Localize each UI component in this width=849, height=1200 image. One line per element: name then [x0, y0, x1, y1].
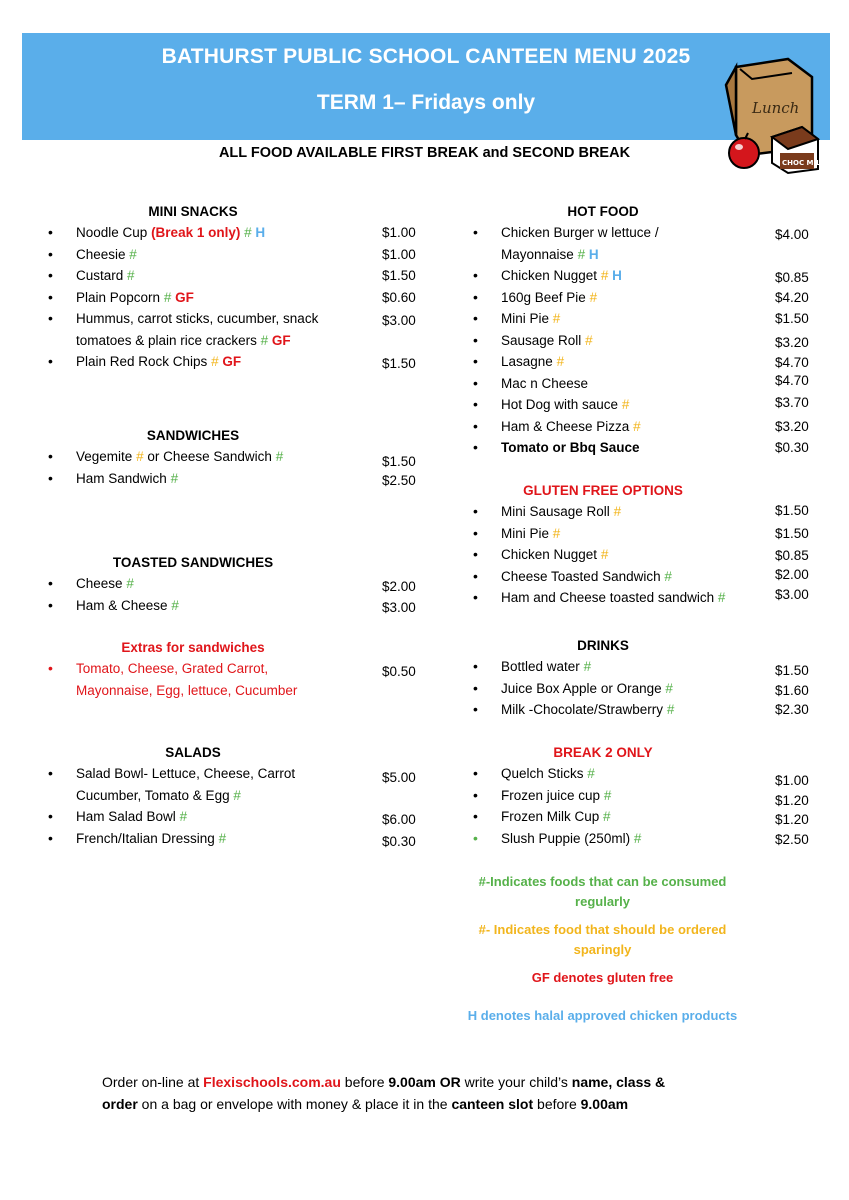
menu-item — [473, 437, 818, 459]
menu-item — [473, 501, 818, 523]
footer-time: 9.00am — [580, 1096, 629, 1112]
item-price: $1.00 — [382, 246, 416, 262]
menu-item — [48, 222, 428, 244]
bullet-icon — [473, 416, 487, 438]
term-title: TERM 1– Fridays only — [316, 91, 536, 114]
menu-item — [473, 785, 818, 807]
item-name: Hummus, carrot sticks, cucumber, snack — [76, 311, 319, 326]
item-name: Mini Pie — [501, 311, 550, 326]
item-price: $3.00 — [775, 587, 809, 602]
menu-item — [48, 658, 428, 701]
section-title: MINI SNACKS — [148, 204, 238, 219]
bullet-icon — [48, 573, 62, 595]
item-price: $1.50 — [382, 268, 416, 283]
lunch-logo-text: Lunch — [752, 99, 800, 117]
section-drinks — [473, 636, 818, 721]
section-title: BREAK 2 ONLY — [553, 745, 653, 760]
bullet-icon — [473, 656, 487, 678]
menu-item — [473, 544, 818, 566]
bullet-icon — [48, 222, 62, 244]
footer-bold: name, class & — [571, 1074, 666, 1090]
regular-marker: # — [666, 702, 675, 717]
item-price: $1.20 — [775, 792, 809, 808]
menu-item — [473, 523, 818, 545]
bullet-icon — [473, 265, 487, 287]
item-price: $1.50 — [775, 503, 809, 518]
legend-gluten-free: GF denotes gluten free — [531, 970, 674, 985]
menu-item — [48, 468, 428, 490]
regular-marker: # — [603, 787, 612, 803]
menu-item — [473, 222, 818, 265]
menu-item — [48, 763, 428, 806]
menu-item — [473, 678, 818, 700]
item-price: $3.20 — [775, 334, 809, 350]
sparingly-marker: # — [556, 354, 565, 369]
item-price: $0.85 — [775, 270, 809, 285]
item-price: $4.70 — [775, 355, 809, 370]
section-title: Extras for sandwiches — [121, 640, 265, 655]
section-title: TOASTED SANDWICHES — [112, 555, 274, 570]
item-price: $3.00 — [382, 599, 416, 615]
bullet-icon — [48, 806, 62, 828]
item-name: Mini Sausage Roll — [501, 504, 610, 519]
halal-marker: H — [612, 268, 622, 283]
bullet-icon — [473, 501, 487, 523]
item-price: $0.50 — [382, 664, 416, 679]
regular-marker: # — [717, 590, 726, 605]
menu-item — [473, 287, 818, 309]
item-price: $1.60 — [775, 682, 809, 698]
item-price: $2.50 — [382, 472, 416, 488]
section-mini-snacks — [48, 202, 428, 373]
menu-item — [473, 373, 818, 395]
item-name-line2: Mayonnaise — [501, 246, 574, 262]
item-price: $3.00 — [382, 313, 416, 328]
item-name: Ham Salad Bowl — [76, 809, 176, 824]
bullet-icon — [473, 763, 487, 785]
bullet-icon — [473, 287, 487, 309]
item-name: Cheese Toasted Sandwich — [501, 568, 661, 584]
item-name: Custard — [76, 268, 124, 283]
sparingly-marker: # — [552, 311, 561, 326]
regular-marker: # — [163, 289, 172, 305]
bullet-icon — [48, 287, 62, 309]
bullet-icon — [48, 658, 62, 680]
item-name: Chicken Burger w lettuce / — [501, 225, 659, 240]
footer-text: on a bag or envelope with money & place it in the — [137, 1096, 452, 1112]
regular-marker: # — [233, 787, 241, 803]
menu-item — [473, 656, 818, 678]
item-price: $1.20 — [775, 812, 809, 827]
item-price: $1.50 — [775, 663, 809, 678]
item-name-b: or Cheese Sandwich — [147, 449, 272, 464]
regular-marker: # — [129, 246, 137, 262]
menu-item — [473, 587, 818, 609]
footer-text: before — [340, 1074, 389, 1090]
item-price: $2.30 — [775, 702, 809, 717]
bullet-icon — [473, 828, 487, 850]
choc-milk-text: CHOC MILK — [782, 159, 826, 167]
regular-marker: # — [583, 659, 592, 674]
menu-item — [48, 244, 428, 266]
menu-item — [473, 351, 818, 373]
item-name: Ham & Cheese — [76, 597, 168, 613]
section-salads — [48, 743, 428, 849]
item-price: $3.70 — [775, 395, 809, 410]
bullet-icon — [48, 468, 62, 490]
page-title: BATHURST PUBLIC SCHOOL CANTEEN MENU 2025 — [161, 45, 691, 68]
item-price: $3.20 — [775, 418, 809, 434]
menu-item — [473, 806, 818, 828]
item-price: $4.20 — [775, 289, 809, 305]
bullet-icon — [473, 806, 487, 828]
item-price: $0.30 — [382, 833, 416, 849]
section-hot-food — [473, 202, 818, 459]
legend-regular — [440, 872, 765, 912]
bullet-icon — [473, 308, 487, 330]
menu-item — [473, 763, 818, 788]
item-name: Mac n Cheese — [501, 375, 589, 391]
item-name: Plain Red Rock Chips — [76, 354, 208, 369]
item-price: $1.50 — [775, 311, 809, 326]
item-name: 160g Beef Pie — [501, 289, 586, 305]
item-name-line2: Mayonnaise, Egg, lettuce, Cucumber — [76, 682, 298, 698]
menu-item — [48, 828, 428, 850]
bullet-icon — [473, 437, 487, 459]
item-price: $0.85 — [775, 548, 809, 563]
regular-marker: # — [179, 809, 188, 824]
sparingly-marker: # — [585, 332, 593, 348]
item-name: Chicken Nugget — [501, 268, 598, 283]
sparingly-marker: # — [600, 547, 609, 562]
item-name: Frozen Milk Cup — [501, 809, 600, 824]
regular-marker: # — [587, 766, 595, 781]
section-gluten-free — [473, 481, 818, 609]
item-price: $2.50 — [775, 831, 809, 847]
menu-item — [48, 308, 428, 351]
menu-item — [473, 566, 818, 588]
item-note: (Break 1 only) — [151, 225, 241, 240]
item-price: $2.00 — [775, 566, 809, 582]
footer-time: 9.00am OR — [388, 1074, 461, 1090]
legend-text: regularly — [575, 894, 630, 909]
sparingly-marker: # — [613, 504, 622, 519]
item-price: $4.00 — [775, 227, 809, 242]
legend-halal: H denotes halal approved chicken products — [467, 1008, 738, 1023]
bullet-icon — [473, 222, 487, 244]
regular-marker: # — [665, 680, 673, 696]
bullet-icon — [473, 544, 487, 566]
order-instructions — [102, 1071, 742, 1115]
item-price: $4.70 — [775, 372, 809, 388]
item-price: $0.30 — [775, 440, 809, 455]
legend-text: #- Indicates food that should be ordered — [478, 922, 727, 937]
halal-marker: H — [255, 225, 266, 240]
item-price: $1.00 — [382, 225, 416, 240]
regular-marker: # — [603, 809, 611, 824]
bullet-icon — [473, 785, 487, 807]
legend-text: sparingly — [573, 942, 632, 957]
menu-item — [473, 308, 818, 330]
section-title: SALADS — [165, 745, 221, 760]
menu-item — [473, 394, 818, 416]
item-price: $1.50 — [382, 454, 416, 469]
sparingly-marker: # — [211, 354, 219, 369]
regular-marker: # — [577, 246, 586, 262]
item-name: Sausage Roll — [501, 332, 582, 348]
item-name: Ham & Cheese Pizza — [501, 418, 630, 434]
item-name: Salad Bowl- Lettuce, Cheese, Carrot — [76, 766, 296, 781]
regular-marker: # — [633, 830, 642, 846]
bullet-icon — [48, 308, 62, 330]
menu-item — [473, 330, 818, 352]
sparingly-marker: # — [552, 525, 561, 541]
section-extras — [48, 638, 428, 701]
bullet-icon — [48, 763, 62, 785]
sparingly-marker: # — [621, 397, 630, 412]
menu-item — [48, 287, 428, 309]
section-title: SANDWICHES — [146, 428, 240, 443]
footer-text: write your child’s — [460, 1074, 572, 1090]
sparingly-marker: # — [600, 268, 609, 283]
regular-marker: # — [244, 225, 252, 240]
section-break-2 — [473, 743, 818, 849]
item-name: Hot Dog with sauce — [501, 397, 619, 412]
regular-marker: # — [126, 576, 134, 591]
flexischools-link[interactable]: Flexischools.com.au — [203, 1074, 341, 1090]
menu-item — [473, 416, 818, 438]
item-name: Milk -Chocolate/Strawberry — [501, 702, 664, 717]
item-name: Ham Sandwich — [76, 470, 167, 486]
sparingly-marker: # — [633, 418, 641, 434]
item-name: Bottled water — [501, 659, 580, 674]
bullet-icon — [48, 244, 62, 266]
menu-item — [48, 446, 428, 468]
bullet-icon — [473, 699, 487, 721]
regular-marker: # — [275, 449, 284, 464]
regular-marker: # — [171, 597, 179, 613]
item-name: Cheese — [76, 576, 123, 591]
section-title: DRINKS — [577, 638, 629, 653]
footer-text: Order on-line at — [102, 1074, 204, 1090]
menu-item — [473, 828, 818, 850]
bullet-icon — [473, 373, 487, 395]
item-name-line2: Cucumber, Tomato & Egg — [76, 787, 230, 803]
legend-text: #-Indicates foods that can be consumed — [478, 874, 727, 889]
footer-text: before — [533, 1096, 581, 1112]
item-name: Quelch Sticks — [501, 766, 584, 781]
gluten-free-marker: GF — [271, 332, 291, 348]
footer-bold: order — [102, 1096, 138, 1112]
gluten-free-marker: GF — [222, 354, 242, 369]
section-toasted-sandwiches — [48, 553, 428, 616]
item-price: $6.00 — [382, 812, 416, 827]
gluten-free-marker: GF — [175, 289, 194, 305]
bullet-icon — [48, 828, 62, 850]
sparingly-marker: # — [136, 449, 144, 464]
menu-item — [48, 573, 428, 595]
item-price: $0.60 — [382, 289, 416, 305]
item-name: Lasagne — [501, 354, 553, 369]
bullet-icon — [48, 446, 62, 468]
bullet-icon — [473, 566, 487, 588]
item-price: $5.00 — [382, 770, 416, 785]
item-name: Frozen juice cup — [501, 787, 601, 803]
item-name: Cheesie — [76, 246, 126, 262]
item-name: Plain Popcorn — [76, 289, 161, 305]
menu-item — [48, 265, 428, 287]
regular-marker: # — [260, 332, 269, 348]
item-name-line2: tomatoes & plain rice crackers — [76, 332, 257, 348]
section-title: GLUTEN FREE OPTIONS — [523, 483, 683, 498]
regular-marker: # — [218, 830, 227, 846]
bullet-icon — [473, 678, 487, 700]
bullet-icon — [48, 595, 62, 617]
item-price: $1.00 — [775, 773, 809, 788]
bullet-icon — [48, 351, 62, 373]
item-name: Juice Box Apple or Orange — [501, 680, 662, 696]
menu-item — [473, 265, 818, 287]
regular-marker: # — [664, 568, 672, 584]
item-name: Chicken Nugget — [501, 547, 598, 562]
bullet-icon — [473, 394, 487, 416]
footer-bold: canteen slot — [451, 1096, 534, 1112]
header-banner — [22, 33, 830, 140]
regular-marker: # — [170, 470, 179, 486]
bullet-icon — [473, 587, 487, 609]
item-name: Slush Puppie (250ml) — [501, 830, 631, 846]
item-name: Ham and Cheese toasted sandwich — [501, 590, 715, 605]
item-name: Tomato, Cheese, Grated Carrot, — [76, 661, 269, 676]
menu-item — [48, 595, 428, 617]
item-name: French/Italian Dressing — [76, 830, 215, 846]
bullet-icon — [473, 330, 487, 352]
menu-item — [48, 806, 428, 828]
menu-item — [473, 699, 818, 721]
item-name: Vegemite — [76, 449, 133, 464]
regular-marker: # — [127, 268, 135, 283]
legend-sparingly — [440, 920, 765, 960]
section-sandwiches — [48, 426, 428, 489]
item-price: $2.00 — [382, 579, 416, 594]
item-name: Mini Pie — [501, 525, 550, 541]
bullet-icon — [473, 523, 487, 545]
item-price: $1.50 — [382, 356, 416, 371]
halal-marker: H — [588, 246, 599, 262]
section-title: HOT FOOD — [567, 204, 639, 219]
sparingly-marker: # — [589, 289, 598, 305]
bullet-icon — [48, 265, 62, 287]
bullet-icon — [473, 351, 487, 373]
item-name: Noodle Cup — [76, 225, 148, 240]
item-price: $1.50 — [775, 525, 809, 541]
item-name: Tomato or Bbq Sauce — [501, 440, 640, 455]
menu-item — [48, 351, 428, 373]
availability-subtitle: ALL FOOD AVAILABLE FIRST BREAK and SECOND BREAK — [218, 145, 631, 161]
